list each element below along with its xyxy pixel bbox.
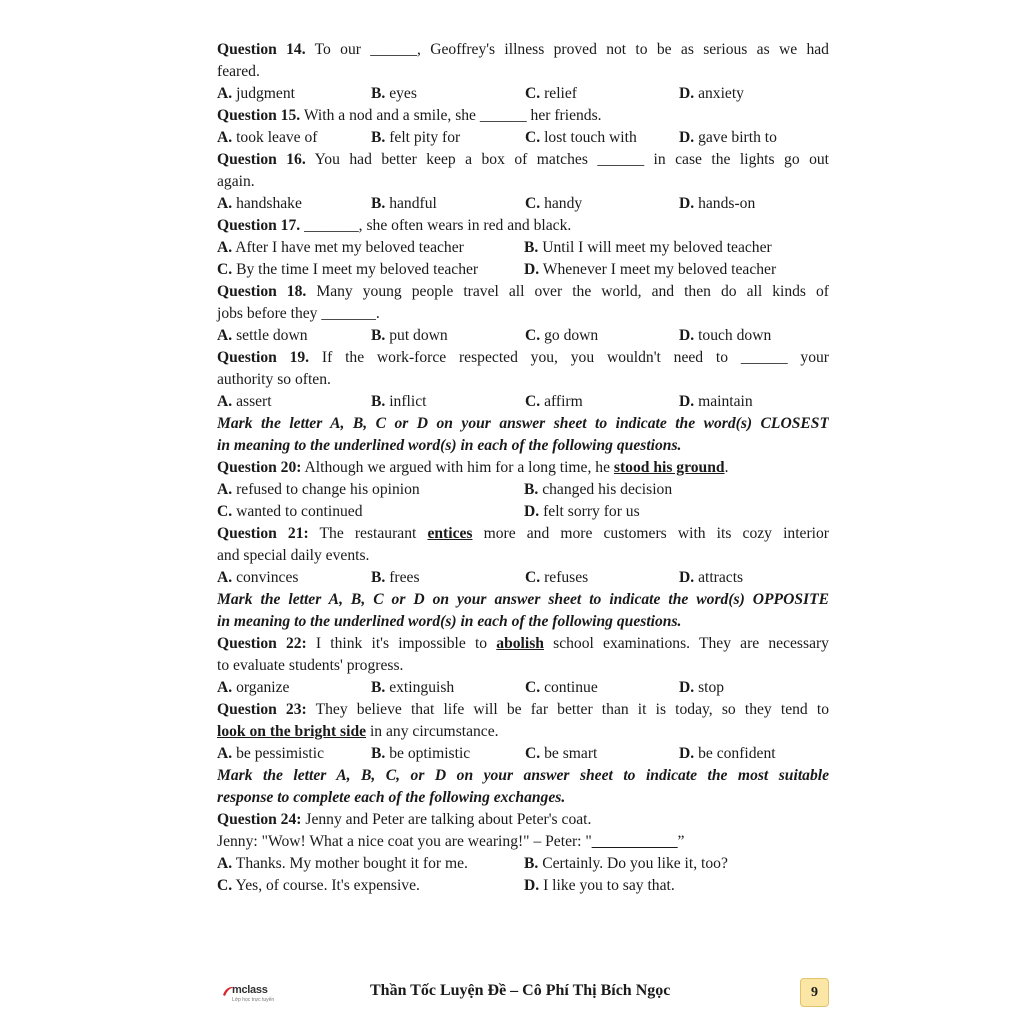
question-number: Question 21: bbox=[217, 525, 309, 542]
option-b: B. put down bbox=[371, 327, 448, 344]
option-b: B. changed his decision bbox=[524, 481, 673, 498]
section-instruction: in meaning to the underlined word(s) in each of the following questions. bbox=[217, 613, 682, 630]
option-c: C. refuses bbox=[525, 569, 589, 586]
option-a: A. judgment bbox=[217, 85, 295, 102]
options-q22 bbox=[217, 677, 829, 699]
question-17: Question 17. _______, she often wears in red and black. bbox=[217, 217, 572, 234]
option-d: D. stop bbox=[679, 679, 725, 696]
section-instruction: response to complete each of the following exchanges. bbox=[217, 789, 566, 806]
option-a: A. handshake bbox=[217, 195, 302, 212]
underlined-phrase: abolish bbox=[496, 635, 544, 652]
underlined-phrase: stood his ground bbox=[613, 459, 725, 476]
option-a: A. be pessimistic bbox=[217, 745, 324, 762]
page-number-badge: 9 bbox=[800, 978, 829, 1007]
option-b: B. be optimistic bbox=[371, 745, 471, 762]
options-q24-ab bbox=[217, 853, 829, 875]
option-a: A. Thanks. My mother bought it for me. bbox=[217, 855, 468, 872]
section-instruction: Mark the letter A, B, C or D on your answer sheet to indicate the word(s) CLOSEST bbox=[217, 415, 829, 432]
question-15: Question 15. With a nod and a smile, she ______ her friends. bbox=[217, 107, 602, 124]
options-q24-cd bbox=[217, 875, 829, 897]
option-a: A. After I have met my beloved teacher bbox=[217, 239, 464, 256]
option-c: C. continue bbox=[525, 679, 598, 696]
question-number: Question 22: bbox=[217, 635, 307, 652]
options-q16 bbox=[217, 193, 829, 215]
question-21: Question 21: The restaurant entices more and more customers with its cozy interior bbox=[217, 525, 829, 542]
question-number: Question 14. bbox=[217, 41, 306, 58]
option-c: C. be smart bbox=[525, 745, 598, 762]
footer-title: Thần Tốc Luyện Đề – Cô Phí Thị Bích Ngọc bbox=[370, 982, 671, 999]
option-b: B. eyes bbox=[371, 85, 417, 102]
document-body: Question 14. To our ______, Geoffrey's illness proved not to be as serious as we had feared. A. judgment B. eyes C. relief D. anxiety Question 15. With a nod and a smile, she ______ her friends. A. took leave of B. felt pity for C. lost touch with D. gave birth to Question 16. You had better keep a box of matches ______ in case the lights go out again. A. handshake B. handful C. handy D. hands-on Question 17. _______, she often wears in red and black. A. After I have met my beloved teacher B. Until I will meet my beloved teacher C. By the time I meet my beloved teacher D. Whenever I meet my beloved teacher Question 18. Many young people travel all over the world, and then do all kinds of jobs before they _______. A. settle down B. put down C. go down D. touch down Question 19. If the work-force respected you, you wouldn't need to ______ your authority so often. A. assert B. inflict C. affirm D. maintain Mark the letter A, B, C or D on your answer sheet to indicate the word(s) CLOSEST in meaning to the underlined word(s) in each of the following questions. Question 20: Although we argued with him for a long time, he stood his ground. A. refused to change his opinion B. changed his decision C. wanted to continued D. felt sorry for us Question 21: The restaurant entices more and more customers with its cozy interior and special daily events. A. convinces B. frees C. refuses D. attracts Mark the letter A, B, C or D on your answer sheet to indicate the word(s) OPPOSITE in meaning to the underlined word(s) in each of the following questions. Question 22: I think it's impossible to abolish school examinations. They are necessary to evaluate students' progress. A. organize B. extinguish C. continue D. stop Question 23: They believe that life will be far better than it is today, so they tend to look on the bright side in any circumstance. A. be pessimistic B. be optimistic C. be smart D. be confident Mark the letter A, B, C, or D on your answer sheet to indicate the most suitable response to complete each of the following exchanges. Question 24: Jenny and Peter are talking about Peter's coat. Jenny: "Wow! What a nice coat you are wearing!" – Peter: "___________” A. Thanks. My mother bought it for me. B. Certainly. Do you like it, too? C. Yes, of course. It's expensive. D. I like you to say that. bbox=[217, 39, 829, 897]
option-b: B. Certainly. Do you like it, too? bbox=[524, 855, 728, 872]
option-c: C. lost touch with bbox=[525, 129, 637, 146]
option-b: B. handful bbox=[371, 195, 437, 212]
option-d: D. hands-on bbox=[679, 195, 756, 212]
question-18: Question 18. Many young people travel all over the world, and then do all kinds of bbox=[217, 283, 829, 300]
question-22: Question 22: I think it's impossible to abolish school examinations. They are necessary bbox=[217, 635, 829, 652]
option-d: D. anxiety bbox=[679, 85, 744, 102]
options-q14 bbox=[217, 83, 829, 105]
options-q17-cd bbox=[217, 259, 829, 281]
option-d: D. Whenever I meet my beloved teacher bbox=[524, 261, 777, 278]
underlined-phrase: look on the bright side bbox=[217, 723, 367, 740]
option-b: B. frees bbox=[371, 569, 420, 586]
dialogue-line: Jenny: "Wow! What a nice coat you are wearing!" – Peter: "___________” bbox=[217, 833, 685, 850]
option-c: C. Yes, of course. It's expensive. bbox=[217, 877, 420, 894]
option-d: D. gave birth to bbox=[679, 129, 777, 146]
option-d: D. attracts bbox=[679, 569, 744, 586]
option-c: C. affirm bbox=[525, 393, 583, 410]
question-19: Question 19. If the work-force respected you, you wouldn't need to ______ your bbox=[217, 349, 829, 366]
option-c: C. handy bbox=[525, 195, 583, 212]
option-a: A. convinces bbox=[217, 569, 299, 586]
question-number: Question 20: bbox=[217, 459, 302, 476]
page-footer bbox=[0, 978, 1024, 1014]
question-number: Question 19. bbox=[217, 349, 310, 366]
question-number: Question 16. bbox=[217, 151, 306, 168]
question-24: Question 24: Jenny and Peter are talking about Peter's coat. bbox=[217, 811, 592, 828]
question-20: Question 20: Although we argued with him for a long time, he stood his ground. bbox=[217, 459, 729, 476]
options-q17-ab bbox=[217, 237, 829, 259]
options-q23 bbox=[217, 743, 829, 765]
question-16: Question 16. You had better keep a box of matches ______ in case the lights go out bbox=[217, 151, 829, 168]
question-number: Question 17. bbox=[217, 217, 301, 234]
option-a: A. refused to change his opinion bbox=[217, 481, 420, 498]
question-number: Question 15. bbox=[217, 107, 301, 124]
option-b: B. felt pity for bbox=[371, 129, 461, 146]
underlined-phrase: entices bbox=[427, 525, 473, 542]
option-a: A. took leave of bbox=[217, 129, 318, 146]
options-q20-cd bbox=[217, 501, 829, 523]
option-d: D. touch down bbox=[679, 327, 772, 344]
options-q20-ab bbox=[217, 479, 829, 501]
option-b: B. extinguish bbox=[371, 679, 455, 696]
options-q15 bbox=[217, 127, 829, 149]
question-number: Question 23: bbox=[217, 701, 307, 718]
options-q18 bbox=[217, 325, 829, 347]
option-b: B. Until I will meet my beloved teacher bbox=[524, 239, 772, 256]
option-d: D. I like you to say that. bbox=[524, 877, 675, 894]
option-a: A. organize bbox=[217, 679, 290, 696]
options-q21 bbox=[217, 567, 829, 589]
section-instruction: Mark the letter A, B, C, or D on your answer sheet to indicate the most suitable bbox=[217, 767, 829, 784]
option-d: D. be confident bbox=[679, 745, 776, 762]
question-23: Question 23: They believe that life will be far better than it is today, so they tend to bbox=[217, 701, 829, 718]
options-q19 bbox=[217, 391, 829, 413]
option-c: C. wanted to continued bbox=[217, 503, 363, 520]
question-14: Question 14. To our ______, Geoffrey's illness proved not to be as serious as we had bbox=[217, 41, 829, 58]
option-d: D. felt sorry for us bbox=[524, 503, 640, 520]
option-a: A. settle down bbox=[217, 327, 308, 344]
mclass-logo: mclass Lớp học trực tuyến bbox=[222, 984, 282, 1008]
question-number: Question 24: bbox=[217, 811, 302, 828]
option-c: C. relief bbox=[525, 85, 577, 102]
section-instruction: Mark the letter A, B, C or D on your answer sheet to indicate the word(s) OPPOSITE bbox=[217, 591, 829, 608]
section-instruction: in meaning to the underlined word(s) in each of the following questions. bbox=[217, 437, 682, 454]
option-d: D. maintain bbox=[679, 393, 753, 410]
option-b: B. inflict bbox=[371, 393, 427, 410]
option-c: C. go down bbox=[525, 327, 599, 344]
option-c: C. By the time I meet my beloved teacher bbox=[217, 261, 479, 278]
option-a: A. assert bbox=[217, 393, 272, 410]
question-number: Question 18. bbox=[217, 283, 307, 300]
